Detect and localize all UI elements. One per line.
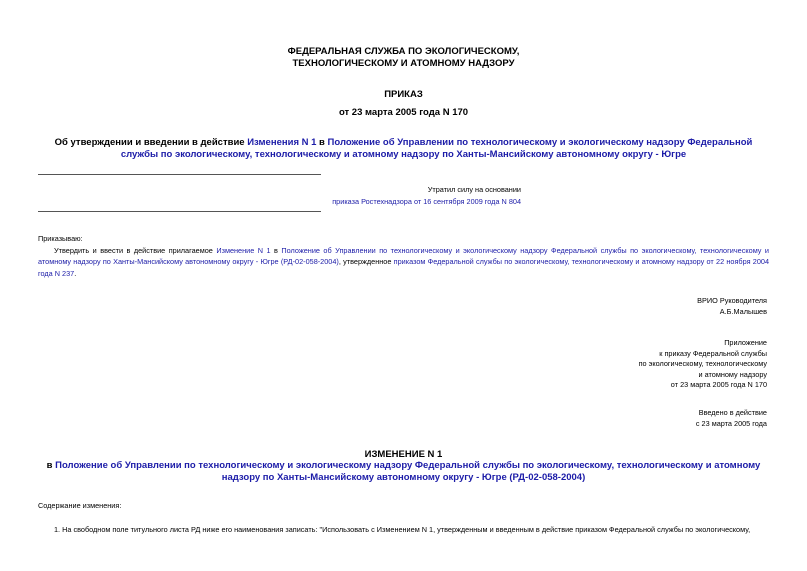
- appendix-block: [639, 338, 767, 391]
- title-middle: в: [316, 137, 328, 148]
- p1-part1: Утвердить и ввести в действие прилагаемое: [54, 245, 217, 255]
- order-body: [38, 233, 769, 279]
- effective-line-1: Введено в действие: [698, 408, 767, 417]
- change-title: [40, 460, 767, 484]
- effective-line-2: с 23 марта 2005 года: [695, 418, 767, 428]
- p1-part2: в: [270, 245, 282, 255]
- agency-line-2: ТЕХНОЛОГИЧЕСКОМУ И АТОМНОМУ НАДЗОРУ: [292, 58, 515, 69]
- signature-name: А.Б.Малышев: [719, 306, 767, 316]
- doc-title: [40, 137, 767, 161]
- order-word: Приказываю:: [38, 234, 83, 243]
- change-link-regulation[interactable]: Положение об Управлении по технологическому и экологическому надзору Федеральной службы по экологическому, технологическому и атомному надзору по Ханты-Мансийскому автономному округу - Югре (РД-02-058-2004): [55, 460, 761, 483]
- effective-block: [696, 408, 767, 429]
- doc-date: от 23 марта 2005 года N 170: [338, 107, 469, 118]
- appendix-line-1: Приложение: [724, 338, 767, 347]
- agency-header: [0, 46, 807, 70]
- status-link[interactable]: приказа Ростехнадзора от 16 сентября 2009 года N 804: [332, 197, 521, 206]
- title-link-regulation[interactable]: Положение об Управлении по технологическому и экологическому надзору Федеральной службы по экологическому, технологическому и атомному надзору по Ханты-Мансийскому автономному округу - Югре: [120, 137, 753, 160]
- p1-part3: , утвержденное: [338, 257, 394, 266]
- order-paragraph: [38, 245, 769, 280]
- divider-top: [38, 174, 321, 175]
- status-line: Утратил силу на основании: [427, 185, 521, 194]
- p1-link-change[interactable]: Изменение N 1: [216, 245, 271, 255]
- status-note: [38, 185, 521, 207]
- signature-position: ВРИО Руководителя: [697, 296, 767, 305]
- p1-link-order[interactable]: приказом Федеральной службы по экологическому, технологическому и атомному надзору от 22 ноября 2004 года N 237: [38, 257, 769, 278]
- p1-part4: .: [74, 268, 77, 278]
- title-prefix: Об утверждении и введении в действие: [54, 137, 248, 148]
- p1-link-regulation[interactable]: Положение об Управлении по технологическому и экологическому надзору Федеральной службы по экологическому, технологическому и атомному надзору по Ханты-Мансийскому автономному округу - Югре (РД-02-058-2004): [38, 245, 769, 266]
- appendix-line-4: и атомному надзору: [698, 369, 767, 379]
- doc-type: ПРИКАЗ: [384, 89, 423, 100]
- appendix-line-5: от 23 марта 2005 года N 170: [670, 380, 767, 389]
- signature-block: [697, 296, 767, 317]
- change-heading: ИЗМЕНЕНИЕ N 1: [364, 449, 443, 460]
- change-prefix: в: [46, 460, 56, 471]
- divider-bottom: [38, 211, 321, 212]
- appendix-line-3: по экологическому, технологическому: [638, 359, 767, 368]
- change-item-1: 1. На свободном поле титульного листа РД ниже его наименования записать: "Использовать с Изменением N 1, утвержденным и введенным в действие приказом Федеральной службы по экологическому,: [54, 525, 751, 534]
- title-link-change[interactable]: Изменения N 1: [247, 137, 317, 148]
- agency-line-1: ФЕДЕРАЛЬНАЯ СЛУЖБА ПО ЭКОЛОГИЧЕСКОМУ,: [287, 46, 520, 57]
- change-contents-label: Содержание изменения:: [38, 501, 122, 510]
- appendix-line-2: к приказу Федеральной службы: [659, 348, 767, 358]
